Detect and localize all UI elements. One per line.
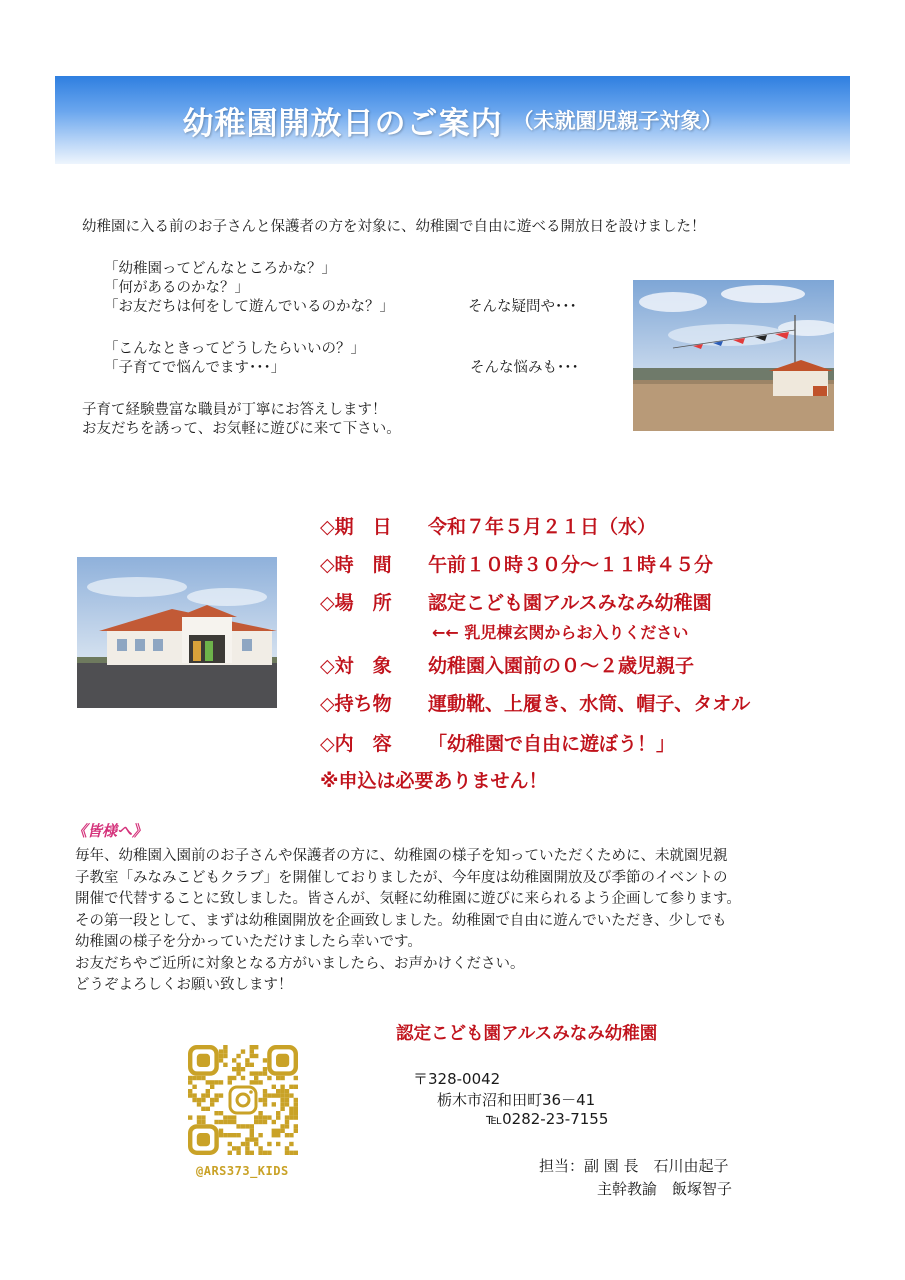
qr-module (228, 1142, 232, 1146)
qr-module (272, 1133, 276, 1137)
intro-closing-1: 子育て経験豊富な職員が丁寧にお答えします！ (82, 402, 387, 418)
question-1: 「幼稚園ってどんなところかな？」 (104, 261, 336, 277)
qr-module (276, 1142, 280, 1146)
qr-module (285, 1093, 289, 1097)
qr-module (228, 1080, 232, 1084)
qr-module (254, 1142, 258, 1146)
qr-module (245, 1124, 249, 1128)
qr-module (206, 1093, 210, 1097)
qr-module (245, 1137, 249, 1141)
qr-module (197, 1102, 201, 1106)
address: 栃木市沼和田町36－41 (437, 1091, 596, 1109)
qr-module (263, 1151, 267, 1155)
message-line: お友だちやご近所に対象となる方がいましたら、お声かけください。 (75, 955, 525, 972)
date-value: 令和７年５月２１日（水） (428, 516, 657, 538)
qr-module (258, 1098, 262, 1102)
question-5: 「子育てで悩んでます･･･」 (104, 360, 286, 376)
qr-module (241, 1142, 245, 1146)
qr-module (263, 1120, 267, 1124)
qr-module (258, 1111, 262, 1115)
detail-place (320, 588, 712, 615)
qr-module (276, 1115, 280, 1119)
qr-module (272, 1129, 276, 1133)
qr-module (263, 1058, 267, 1062)
qr-module (219, 1111, 223, 1115)
qr-module (228, 1076, 232, 1080)
qr-module (267, 1142, 271, 1146)
message-line: 毎年、幼稚園入園前のお子さんや保護者の方に、幼稚園の様子を知っていただくために、未就園児親 (75, 848, 728, 864)
school-name: 認定こども園アルスみなみ幼稚園 (396, 1024, 658, 1044)
qr-module (289, 1151, 293, 1155)
qr-module (254, 1076, 258, 1080)
qr-module (289, 1085, 293, 1089)
qr-module (223, 1054, 227, 1058)
qr-module (289, 1093, 293, 1097)
qr-module (272, 1102, 276, 1106)
detail-content (320, 729, 675, 756)
qr-module (223, 1049, 227, 1053)
instagram-qr-code[interactable] (188, 1045, 298, 1155)
qr-module (280, 1085, 284, 1089)
qr-module (258, 1133, 262, 1137)
qr-module (223, 1045, 227, 1049)
qr-module (250, 1049, 254, 1053)
qr-module (250, 1124, 254, 1128)
page-subtitle: （未就園児親子対象） (512, 109, 723, 133)
qr-module (219, 1120, 223, 1124)
qr-module (267, 1076, 271, 1080)
qr-module (197, 1115, 201, 1119)
target-value: 幼稚園入園前の０～２歳児親子 (428, 655, 695, 677)
qr-finder-pattern (269, 1047, 295, 1073)
qr-module (250, 1054, 254, 1058)
qr-module (245, 1063, 249, 1067)
qr-module (276, 1076, 280, 1080)
qr-module (192, 1093, 196, 1097)
qr-module (232, 1076, 236, 1080)
entrance-note: ←← 乳児棟玄関からお入りください (432, 623, 689, 642)
qr-module (214, 1111, 218, 1115)
intro-closing-2: お友だちを誘って、お気軽に遊びに来て下さい。 (82, 421, 401, 437)
qr-module (228, 1115, 232, 1119)
date-label: ◇期 日 (320, 516, 392, 538)
qr-module (250, 1063, 254, 1067)
qr-module (206, 1089, 210, 1093)
qr-module (245, 1142, 249, 1146)
qr-module (197, 1120, 201, 1124)
qr-module (280, 1098, 284, 1102)
qr-module (276, 1129, 280, 1133)
qr-module (285, 1102, 289, 1106)
qr-module (241, 1049, 245, 1053)
qr-module (201, 1093, 205, 1097)
qr-module (289, 1142, 293, 1146)
instagram-icon (230, 1087, 256, 1113)
qr-module (250, 1045, 254, 1049)
qr-module (201, 1115, 205, 1119)
qr-module (254, 1054, 258, 1058)
qr-module (250, 1133, 254, 1137)
qr-module (210, 1098, 214, 1102)
qr-module (294, 1151, 298, 1155)
qr-module (188, 1093, 192, 1097)
qr-module (280, 1107, 284, 1111)
qr-module (258, 1071, 262, 1075)
qr-module (219, 1080, 223, 1084)
items-value: 運動靴、上履き、水筒、帽子、タオル (428, 693, 751, 715)
qr-module (263, 1115, 267, 1119)
qr-module (197, 1076, 201, 1080)
qr-module (294, 1076, 298, 1080)
qr-module (219, 1058, 223, 1062)
place-value: 認定こども園アルスみなみ幼稚園 (428, 592, 712, 614)
qr-code-graphic (188, 1045, 298, 1155)
qr-module (254, 1045, 258, 1049)
qr-module (285, 1146, 289, 1150)
qr-module (294, 1107, 298, 1111)
qr-module (192, 1098, 196, 1102)
qr-module (254, 1080, 258, 1084)
qr-module (267, 1151, 271, 1155)
qr-module (280, 1089, 284, 1093)
qr-finder-pattern (190, 1126, 216, 1152)
qr-finder-pattern (190, 1047, 216, 1073)
qr-module (219, 1129, 223, 1133)
intro-lead: 幼稚園に入る前のお子さんと保護者の方を対象に、幼稚園で自由に遊べる開放日を設けました！ (82, 219, 706, 235)
qr-module (188, 1115, 192, 1119)
qr-module (236, 1124, 240, 1128)
qr-module (201, 1098, 205, 1102)
qr-module (250, 1129, 254, 1133)
qr-module (236, 1054, 240, 1058)
qr-module (263, 1098, 267, 1102)
message-title: 《皆様へ》 (72, 822, 148, 840)
qr-module (236, 1071, 240, 1075)
qr-module (241, 1124, 245, 1128)
qr-module (214, 1093, 218, 1097)
message-line: その第一段として、まずは幼稚園開放を企画致しました。幼稚園で自由に遊んでいただき、少しでも (75, 912, 727, 929)
items-label: ◇持ち物 (320, 693, 392, 715)
time-value: 午前１０時３０分～１１時４５分 (428, 554, 714, 576)
qr-module (206, 1107, 210, 1111)
qr-module (188, 1089, 192, 1093)
message-line: 開催で代替することに致しました。皆さんが、気軽に幼稚園に遊びに来られるよう企画して参ります。 (75, 891, 741, 907)
qr-module (214, 1098, 218, 1102)
qr-module (280, 1093, 284, 1097)
qr-module (245, 1151, 249, 1155)
qr-module (272, 1120, 276, 1124)
message-line: 幼稚園の様子を分かっていただけましたら幸いです。 (75, 934, 422, 950)
kindergarten-building-photo (77, 557, 277, 708)
qr-module (201, 1120, 205, 1124)
qr-module (267, 1115, 271, 1119)
qr-module (219, 1049, 223, 1053)
qr-module (241, 1067, 245, 1071)
detail-items (320, 689, 750, 716)
qr-module (254, 1071, 258, 1075)
qr-module (258, 1115, 262, 1119)
qr-module (280, 1129, 284, 1133)
qr-module (267, 1093, 271, 1097)
qr-module (258, 1080, 262, 1084)
qr-module (280, 1124, 284, 1128)
qr-module (289, 1111, 293, 1115)
qr-module (236, 1151, 240, 1155)
qr-module (210, 1102, 214, 1106)
content-value: 「幼稚園で自由に遊ぼう！」 (428, 733, 676, 755)
qr-module (219, 1054, 223, 1058)
qr-module (263, 1071, 267, 1075)
time-label: ◇時 間 (320, 554, 392, 576)
aside-worries: そんな悩みも･･･ (470, 360, 579, 376)
qr-module (258, 1151, 262, 1155)
qr-module (236, 1063, 240, 1067)
question-4: 「こんなときってどうしたらいいの？」 (104, 341, 365, 357)
qr-module (206, 1080, 210, 1084)
qr-module (294, 1115, 298, 1119)
qr-module (232, 1133, 236, 1137)
qr-module (232, 1115, 236, 1119)
qr-module (232, 1067, 236, 1071)
qr-module (210, 1080, 214, 1084)
qr-module (223, 1115, 227, 1119)
instagram-handle: @ARS373_KIDS (196, 1164, 289, 1178)
page-title: 幼稚園開放日のご案内 (182, 105, 503, 142)
playground-photo (633, 280, 834, 431)
detail-date (320, 512, 656, 539)
qr-module (223, 1120, 227, 1124)
detail-time (320, 550, 713, 577)
qr-module (294, 1111, 298, 1115)
qr-module (276, 1093, 280, 1097)
qr-module (276, 1111, 280, 1115)
qr-module (192, 1085, 196, 1089)
content-label: ◇内 容 (320, 733, 392, 755)
qr-module (210, 1085, 214, 1089)
qr-module (250, 1071, 254, 1075)
qr-module (232, 1120, 236, 1124)
qr-module (294, 1102, 298, 1106)
message-body (75, 846, 741, 997)
contact-head-teacher: 主幹教諭 飯塚智子 (597, 1180, 733, 1198)
qr-module (289, 1107, 293, 1111)
qr-module (223, 1133, 227, 1137)
qr-module (276, 1089, 280, 1093)
qr-module (276, 1133, 280, 1137)
qr-module (294, 1098, 298, 1102)
qr-module (245, 1146, 249, 1150)
qr-module (280, 1076, 284, 1080)
question-3: 「お友だちは何をして遊んでいるのかな？」 (104, 299, 394, 315)
aside-doubts: そんな疑問や･･･ (468, 299, 577, 315)
contact-vice-principal: 担当：副 園 長 石川由起子 (539, 1157, 729, 1175)
qr-module (241, 1076, 245, 1080)
qr-module (223, 1063, 227, 1067)
message-line: どうぞよろしくお願い致します！ (75, 977, 293, 993)
target-label: ◇対 象 (320, 655, 392, 677)
qr-module (285, 1098, 289, 1102)
qr-module (258, 1120, 262, 1124)
header-banner (55, 76, 850, 164)
qr-module (285, 1089, 289, 1093)
qr-module (280, 1102, 284, 1106)
qr-module (232, 1058, 236, 1062)
qr-module (263, 1093, 267, 1097)
qr-module (285, 1133, 289, 1137)
qr-module (188, 1080, 192, 1084)
qr-module (263, 1089, 267, 1093)
qr-module (236, 1067, 240, 1071)
qr-module (294, 1124, 298, 1128)
qr-module (228, 1120, 232, 1124)
qr-module (201, 1107, 205, 1111)
qr-module (285, 1124, 289, 1128)
qr-module (250, 1080, 254, 1084)
qr-module (214, 1120, 218, 1124)
qr-module (294, 1129, 298, 1133)
qr-module (228, 1151, 232, 1155)
qr-module (285, 1115, 289, 1119)
qr-module (285, 1151, 289, 1155)
qr-module (219, 1133, 223, 1137)
qr-module (254, 1137, 258, 1141)
qr-module (250, 1151, 254, 1155)
qr-module (201, 1076, 205, 1080)
question-2: 「何があるのかな？」 (104, 280, 249, 296)
qr-module (245, 1058, 249, 1062)
telephone: ℡0282-23-7155 (486, 1110, 609, 1128)
qr-module (214, 1080, 218, 1084)
qr-module (258, 1146, 262, 1150)
qr-module (197, 1098, 201, 1102)
qr-module (272, 1093, 276, 1097)
no-application-note: ※申込は必要ありません！ (320, 770, 548, 792)
place-label: ◇場 所 (320, 592, 392, 614)
qr-module (219, 1093, 223, 1097)
qr-module (254, 1120, 258, 1124)
qr-module (285, 1120, 289, 1124)
qr-module (289, 1133, 293, 1137)
qr-module (272, 1085, 276, 1089)
qr-module (236, 1146, 240, 1150)
postal-code: 〒328-0042 (413, 1070, 501, 1088)
qr-module (254, 1115, 258, 1119)
qr-module (294, 1085, 298, 1089)
message-line: 子教室「みなみこどもクラブ」を開催しておりましたが、今年度は幼稚園開放及び季節のイベントの (75, 869, 728, 886)
qr-module (263, 1102, 267, 1106)
qr-module (228, 1133, 232, 1137)
qr-module (188, 1076, 192, 1080)
qr-module (263, 1067, 267, 1071)
qr-module (192, 1076, 196, 1080)
qr-module (289, 1115, 293, 1119)
detail-target (320, 651, 694, 678)
qr-module (250, 1137, 254, 1141)
qr-module (236, 1133, 240, 1137)
qr-module (232, 1146, 236, 1150)
